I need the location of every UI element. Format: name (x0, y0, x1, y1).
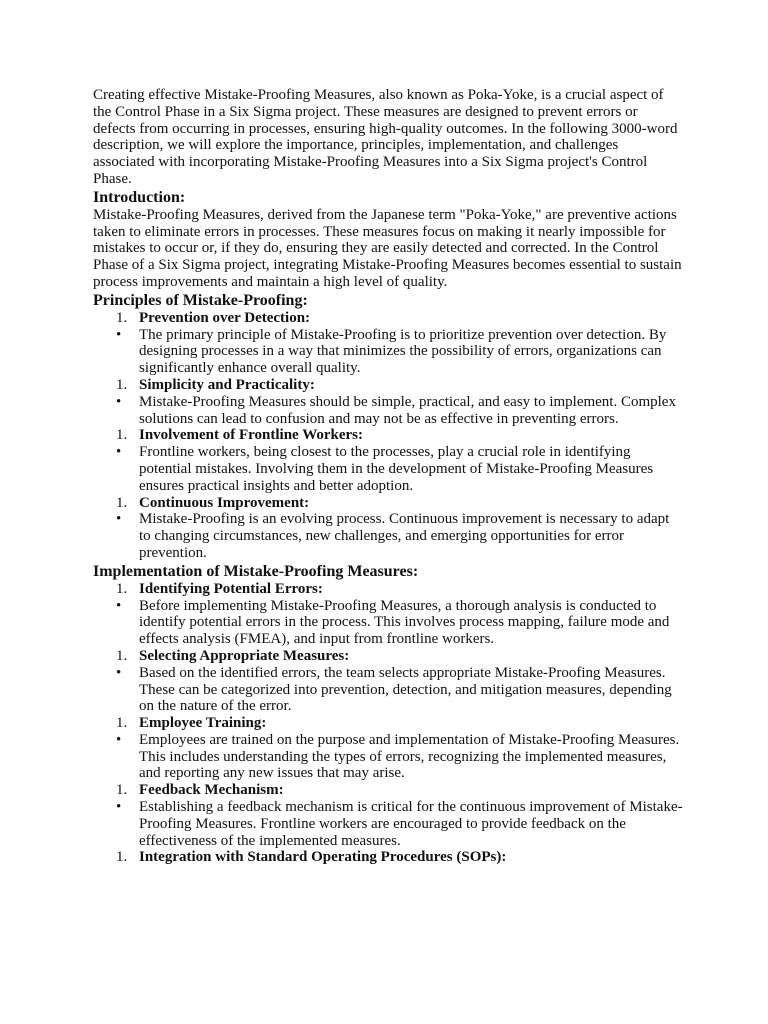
list-item-number: 1. (116, 494, 128, 511)
list-item-number: 1. (116, 309, 128, 326)
list-item-number: 1. (116, 427, 128, 444)
list-item-title (93, 782, 683, 799)
list-item-title-text: Selecting Appropriate Measures: (139, 647, 350, 664)
list-item-title (93, 715, 683, 732)
bullet-icon: • (116, 799, 122, 816)
list-item-number: 1. (116, 782, 128, 799)
list-item-title (93, 849, 683, 866)
implementation-heading: Implementation of Mistake-Proofing Measures: (93, 562, 419, 580)
intro-paragraph: Creating effective Mistake-Proofing Measures, also known as Poka-Yoke, is a crucial aspect of the Control Phase in a Six Sigma project. These measures are designed to prevent errors or defects from occurring in processes, ensuring high-quality outcomes. In the following 3000-word description, we will explore the importance, principles, implementation, and challenges associated with incorporating Mistake-Proofing Measures into a Six Sigma project's Control Phase. (93, 87, 678, 187)
list-item-description (93, 732, 683, 782)
list-item-text: The primary principle of Mistake-Proofing is to prioritize prevention over detection. By designing processes in a way that minimizes the possibility of errors, organizations can significantly enhance overall quality. (139, 326, 667, 377)
bullet-icon: • (116, 393, 122, 410)
introduction-text: Mistake-Proofing Measures, derived from the Japanese term "Poka-Yoke," are preventive actions taken to eliminate errors in processes. These measures focus on making it nearly impossible for mistakes to occur or, if they do, ensuring they are easily detected and corrected. In the Control Phase of a Six Sigma project, integrating Mistake-Proofing Measures becomes essential to sustain process improvements and maintain a high level of quality. (93, 206, 682, 290)
list-item-text: Employees are trained on the purpose and implementation of Mistake-Proofing Measures. This includes understanding the types of errors, recognizing the implemented measures, and reporting any new issues that may arise. (139, 731, 680, 782)
list-item-number: 1. (116, 647, 128, 664)
list-item-text: Mistake-Proofing is an evolving process. Continuous improvement is necessary to adapt to changing circumstances, new challenges, and emerging opportunities for error prevention. (139, 511, 670, 561)
bullet-icon: • (116, 664, 122, 681)
list-item-title-text: Integration with Standard Operating Procedures (SOPs): (139, 849, 507, 866)
principles-list (93, 310, 683, 562)
principles-heading: Principles of Mistake-Proofing: (93, 291, 308, 309)
list-item-title-text: Prevention over Detection: (139, 309, 311, 326)
list-item-title-text: Simplicity and Practicality: (139, 376, 315, 393)
list-item-text: Before implementing Mistake-Proofing Measures, a thorough analysis is conducted to identify potential errors in the process. This involves process mapping, failure mode and effects analysis (FMEA), and input from frontline workers. (139, 597, 670, 648)
bullet-icon: • (116, 326, 122, 343)
bullet-icon: • (116, 444, 122, 461)
list-item-number: 1. (116, 376, 128, 393)
list-item-description (93, 598, 683, 648)
list-item-title-text: Involvement of Frontline Workers: (139, 427, 364, 444)
list-item-title (93, 377, 683, 394)
list-item-description (93, 394, 683, 428)
document-page (93, 87, 683, 866)
bullet-icon: • (116, 597, 122, 614)
list-item-title-text: Feedback Mechanism: (139, 782, 284, 799)
list-item-text: Based on the identified errors, the team selects appropriate Mistake-Proofing Measures. These can be categorized into prevention, detection, and mitigation measures, depending on the nature of the error. (139, 664, 672, 715)
list-item-number: 1. (116, 849, 128, 866)
list-item-text: Mistake-Proofing Measures should be simple, practical, and easy to implement. Complex solutions can lead to confusion and may not be as effective in preventing errors. (139, 393, 676, 427)
list-item-description (93, 665, 683, 715)
list-item-text: Establishing a feedback mechanism is critical for the continuous improvement of Mistake-Proofing Measures. Frontline workers are encouraged to provide feedback on the effectiveness of the implemented measures. (139, 799, 683, 849)
implementation-list (93, 581, 683, 867)
list-item-title-text: Identifying Potential Errors: (139, 580, 323, 597)
list-item-description (93, 799, 683, 849)
list-item-title (93, 581, 683, 598)
list-item-number: 1. (116, 715, 128, 732)
list-item-description (93, 327, 683, 377)
list-item-title (93, 648, 683, 665)
list-item-description (93, 444, 683, 494)
list-item-title (93, 427, 683, 444)
list-item-text: Frontline workers, being closest to the processes, play a crucial role in identifying potential mistakes. Involving them in the development of Mistake-Proofing Measures ensures practical insights and better adoption. (139, 444, 654, 494)
list-item-title-text: Employee Training: (139, 715, 267, 732)
introduction-heading: Introduction: (93, 188, 186, 206)
list-item-title-text: Continuous Improvement: (139, 494, 310, 511)
list-item-title (93, 310, 683, 327)
bullet-icon: • (116, 731, 122, 748)
list-item-title (93, 495, 683, 512)
bullet-icon: • (116, 511, 122, 528)
list-item-number: 1. (116, 580, 128, 597)
list-item-description (93, 511, 683, 561)
